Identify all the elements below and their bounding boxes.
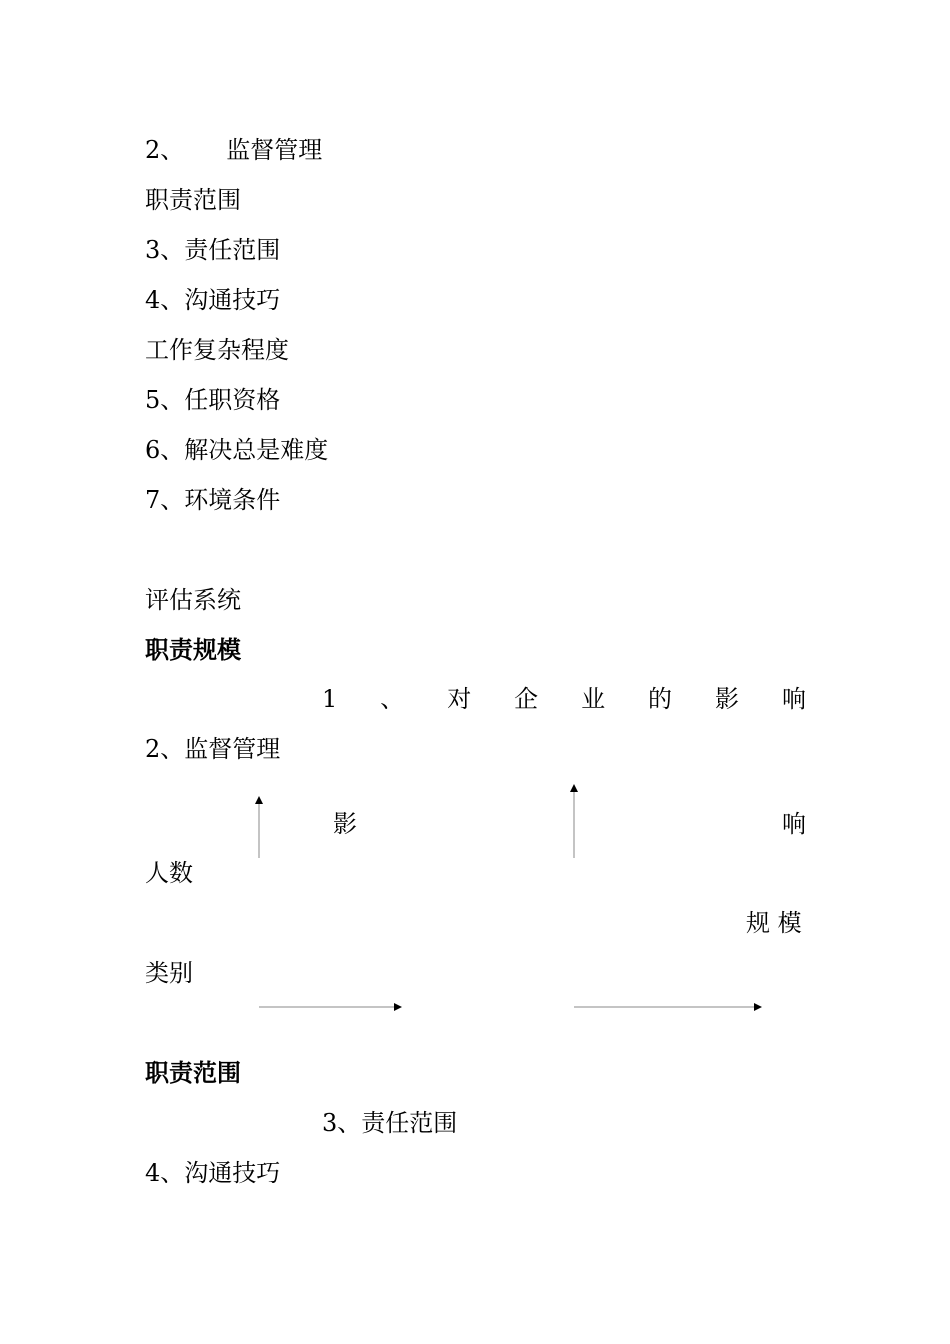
diagram-label-category: 类别 bbox=[145, 959, 193, 987]
item-communication-skills-2: 4、沟通技巧 bbox=[145, 1159, 281, 1187]
item-problem-difficulty: 6、解决总是难度 bbox=[145, 436, 329, 464]
spread-char: 、 bbox=[380, 685, 405, 713]
diagram-label-ying: 影 bbox=[333, 810, 357, 838]
diagram-label-scale: 规 模 bbox=[746, 909, 802, 937]
diagram-label-headcount: 人数 bbox=[145, 859, 193, 887]
heading-responsibility-scale: 职责规模 bbox=[145, 636, 241, 664]
spread-char: 的 bbox=[648, 685, 673, 713]
section-label-responsibility-scope: 职责范围 bbox=[145, 186, 241, 214]
item-responsibility-scope-2: 3、责任范围 bbox=[322, 1109, 458, 1137]
item-qualifications: 5、任职资格 bbox=[145, 386, 281, 414]
item-environment: 7、环境条件 bbox=[145, 486, 281, 514]
item-text: 监督管理 bbox=[226, 136, 323, 164]
spread-char: 企 bbox=[514, 685, 539, 713]
spread-char: 响 bbox=[781, 685, 806, 713]
spread-char: 对 bbox=[447, 685, 472, 713]
spread-char: 业 bbox=[581, 685, 606, 713]
spread-char: 1 bbox=[322, 685, 338, 713]
item-number: 2、 bbox=[145, 136, 185, 164]
section-label-complexity: 工作复杂程度 bbox=[145, 336, 289, 364]
item-communication-skills: 4、沟通技巧 bbox=[145, 286, 281, 314]
diagram-label-xiang: 响 bbox=[782, 810, 806, 838]
spread-char: 影 bbox=[715, 685, 739, 713]
section-evaluation-system: 评估系统 bbox=[145, 586, 241, 614]
item-responsibility-scope: 3、责任范围 bbox=[145, 236, 281, 264]
item-supervision-2: 2、监督管理 bbox=[145, 735, 281, 763]
heading-responsibility-scope: 职责范围 bbox=[145, 1059, 241, 1087]
